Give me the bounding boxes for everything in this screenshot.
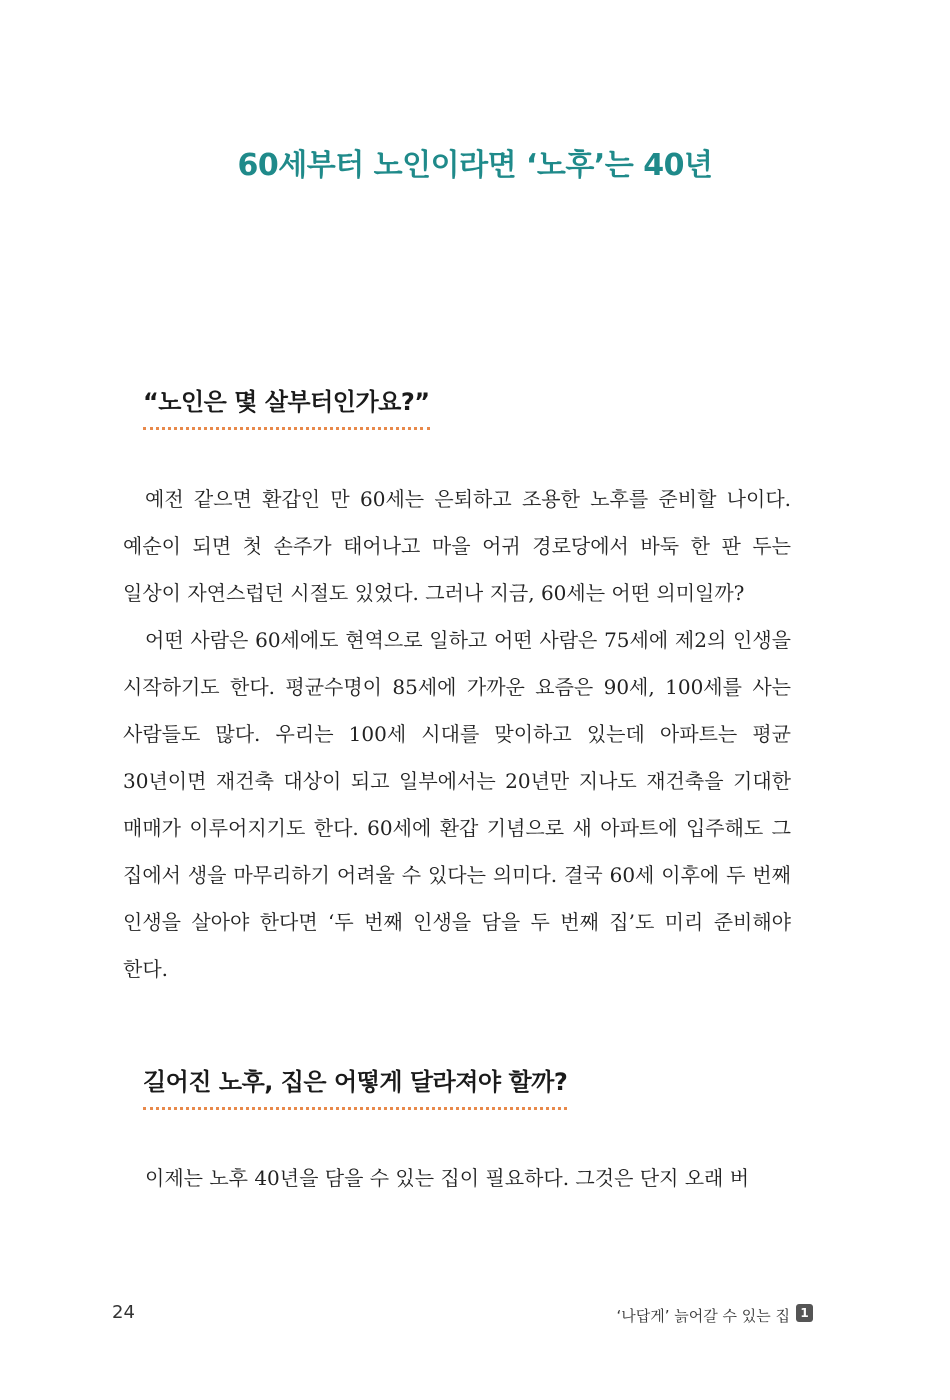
page-number: 24 bbox=[112, 1302, 135, 1323]
page-title: 60세부터 노인이라면 ‘노후’는 40년 bbox=[237, 148, 713, 183]
body-paragraph: 이제는 노후 40년을 담을 수 있는 집이 필요하다. 그것은 단지 오래 버 bbox=[145, 1166, 750, 1190]
section-heading-longer-old-age: 길어진 노후, 집은 어떻게 달라져야 할까? bbox=[143, 1062, 567, 1110]
running-footer-title: ‘나답게’ 늙어갈 수 있는 집 bbox=[616, 1307, 790, 1325]
chapter-number-badge: 1 bbox=[796, 1304, 813, 1322]
section-heading-when-elderly: “노인은 몇 살부터인가요?” bbox=[143, 382, 430, 430]
body-paragraph: 예전 같으면 환갑인 만 60세는 은퇴하고 조용한 노후를 준비할 나이다. 예순이 되면 첫 손주가 태어나고 마을 어귀 경로당에서 바둑 한 판 두는 일상이 자연스럽던 시절도 있었다. 그러나 지금, 60세는 어떤 의미일까? bbox=[123, 487, 791, 605]
body-paragraph: 어떤 사람은 60세에도 현역으로 일하고 어떤 사람은 75세에 제2의 인생을 시작하기도 한다. 평균수명이 85세에 가까운 요즘은 90세, 100세를 사는 사람들도 많다. 우리는 100세 시대를 맞이하고 있는데 아파트는 평균 30년이면 재건축 대상이 되고 일부에서는 20년만 지나도 재건축을 기대한 매매가 이루어지기도 한다. 60세에 환갑 기념으로 새 아파트에 입주해도 그 집에서 생을 마무리하기 어려울 수 있다는 의미다. 결국 60세 이후에 두 번째 인생을 살아야 한다면 ‘두 번째 인생을 담을 두 번째 집’도 미리 준비해야 한다. bbox=[123, 628, 791, 981]
